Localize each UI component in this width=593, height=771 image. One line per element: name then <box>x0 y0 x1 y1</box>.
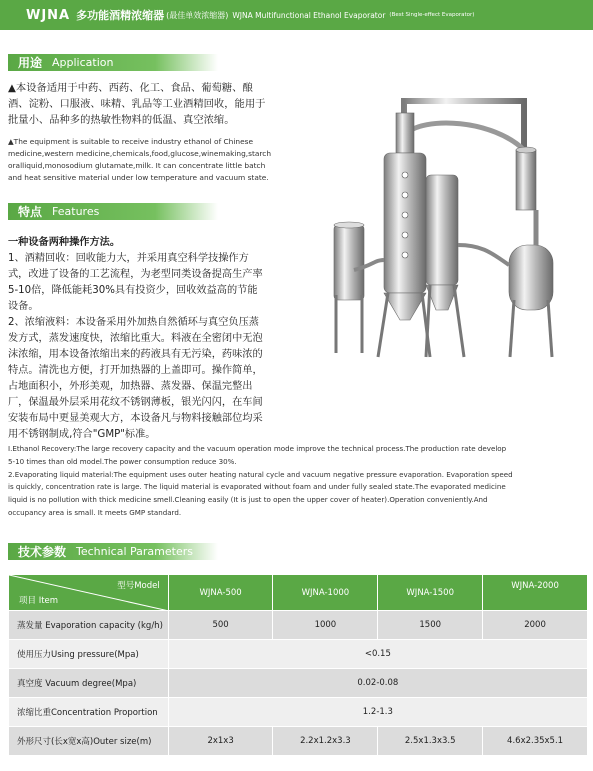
row-label: 浓缩比重Concentration Proportion <box>9 698 169 727</box>
table-row <box>9 698 588 727</box>
application-heading: 用途 Application <box>8 54 218 71</box>
model-name: WJNA <box>26 7 71 23</box>
row-label: 外形尺寸(长x宽x高)Outer size(m) <box>9 727 169 756</box>
application-text-cn: ▲本设备适用于中药、西药、化工、食品、葡萄糖、酿 酒、淀粉、口服液、味精、乳品等工业酒精回收，能用于 批量小、品种多的热敏性物料的低温、真空浓缩。 <box>8 82 266 126</box>
table-cell: 500 <box>168 611 273 640</box>
subtitle-cn: (最佳单效浓缩器) <box>166 10 229 20</box>
table-cell: 1500 <box>378 611 483 640</box>
row-label: 真空度 Vacuum degree(Mpa) <box>9 669 169 698</box>
evaporator-image <box>314 95 584 365</box>
title-cn: 多功能酒精浓缩器 <box>76 9 165 22</box>
model-header: WJNA-500 <box>168 575 273 611</box>
table-corner: 型号Model 项目 Item <box>9 575 169 611</box>
table-row <box>9 669 588 698</box>
features-text-en: I.Ethanol Recovery:The large recovery capacity and the vacuum operation mode improve the technical process.The production rate develop 5-10 times than old model.The power consumption reduce 30%. 2.Evaporating liquid material:The equipment uses outer heating natural cycle and vacuum negative pressure evaporation. Evaporation speed is quickly, concentration rate is large. The liquid material is evaporated without foam and under fully sealed state.The evaporated medicine liquid is no pollution with thick medicine smell.Cleaning easily (It is just to open the upper cover of heater).Operation conveniently.And occupancy area is small. It meets GMP standard. <box>8 444 513 517</box>
table-row <box>9 611 588 640</box>
table-cell: 2x1x3 <box>168 727 273 756</box>
table-cell: 4.6x2.35x5.1 <box>483 727 588 756</box>
title-bar <box>0 0 593 30</box>
row-label: 蒸发量 Evaporation capacity (kg/h) <box>9 611 169 640</box>
table-row <box>9 640 588 669</box>
application-text-en: ▲The equipment is suitable to receive industry ethanol of Chinese medicine,western medicine,chemicals,food,glucose,winemaking,starch oralliquid,monosodium glutamate,milk. It can concentrate little batch and heat sensitive material under low temperature and vacuum state. <box>8 137 272 182</box>
features-heading: 特点 Features <box>8 203 218 220</box>
subtitle-en: (Best Single-effect Evaporator) <box>389 12 475 18</box>
model-header: WJNA-2000 <box>483 575 588 611</box>
features-text-cn: 一种设备两种操作方法。 1、酒精回收：回收能力大，并采用真空科学技操作方 式，改进了设备的工艺流程，为老型同类设备提高生产率 5-10倍，降低能耗30%具有投资少，回收效益高的节能 设备。 2、浓缩液料：本设备采用外加热自然循环与真空负压蒸 发方式，蒸发速度快，浓缩比重大。料液在全密闭中无泡 沫浓缩，用本设备浓缩出来的药液具有无污染，药味浓的 特点。清洗也方便，打开加热器的上盖即可。操作简单， 占地面积小，外形美观，加热器、蒸发器、保温完整出 厂，保温最外层采用花纹不锈钢薄板，银光闪闪，在车间 安装布局中更显美观大方，本设备凡与物料接触部位均采 用不锈钢制成,符合"GMP"标准。 <box>8 237 263 440</box>
table-header-row <box>9 575 588 611</box>
table-cell: 2000 <box>483 611 588 640</box>
table-cell: 1.2-1.3 <box>168 698 587 727</box>
table-cell: <0.15 <box>168 640 587 669</box>
row-label: 使用压力Using pressure(Mpa) <box>9 640 169 669</box>
table-cell: 0.02-0.08 <box>168 669 587 698</box>
model-header: WJNA-1000 <box>273 575 378 611</box>
technical-heading: 技术参数 Technical Parameters <box>8 543 218 560</box>
model-header: WJNA-1500 <box>378 575 483 611</box>
table-cell: 1000 <box>273 611 378 640</box>
table-cell: 2.5x1.3x3.5 <box>378 727 483 756</box>
title-en: WJNA Multifunctional Ethanol Evaporator <box>232 10 386 20</box>
table-cell: 2.2x1.2x3.3 <box>273 727 378 756</box>
table-row <box>9 727 588 756</box>
parameters-table <box>8 574 588 756</box>
